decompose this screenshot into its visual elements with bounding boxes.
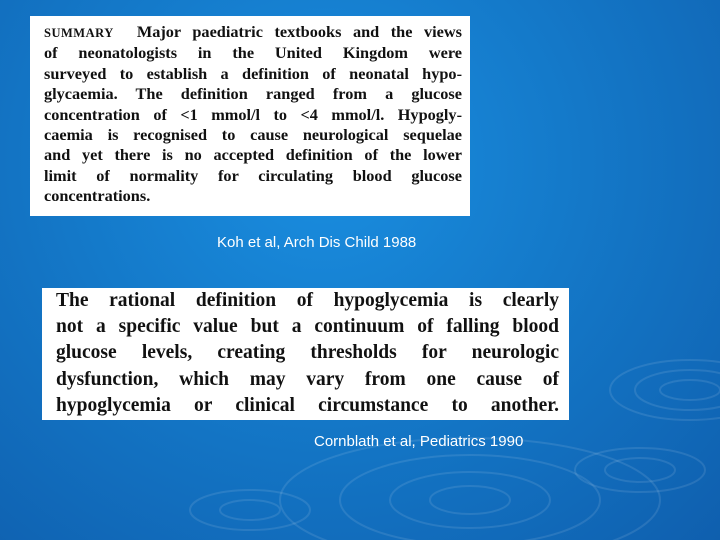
cornblath-quote-box (42, 288, 569, 420)
summary-text-line: and yet there is no accepted definition of the lower (44, 145, 462, 165)
summary-label: SUMMARY (44, 26, 114, 40)
cornblath-text-line: glucose levels, creating thresholds for neurologic (56, 342, 559, 364)
summary-text-line: concentration of <1 mmol/l to <4 mmol/l. Hypogly- (44, 104, 462, 124)
koh-citation: Koh et al, Arch Dis Child 1988 (217, 234, 417, 251)
summary-text-line: caemia is recognised to cause neurological sequelae (44, 125, 462, 145)
summary-quote-box (30, 16, 470, 216)
summary-text-line: glycaemia. The definition ranged from a glucose (44, 84, 462, 104)
summary-text-line: concentrations. (44, 186, 151, 206)
summary-text-line: Major paediatric textbooks and the views (136, 22, 462, 41)
cornblath-text-line: dysfunction, which may vary from one cause of (56, 368, 559, 390)
cornblath-text-line: not a specific value but a continuum of falling blood (56, 316, 559, 338)
summary-text-line: surveyed to establish a definition of neonatal hypo- (44, 63, 462, 83)
summary-first-line (44, 22, 462, 43)
summary-text-line: limit of normality for circulating blood glucose (44, 165, 462, 185)
cornblath-text-line: The rational definition of hypoglycemia is clearly (56, 290, 559, 311)
summary-text-line: of neonatologists in the United Kingdom were (44, 43, 462, 63)
cornblath-citation: Cornblath et al, Pediatrics 1990 (314, 433, 524, 450)
cornblath-text-line: hypoglycemia or clinical circumstance to another. (56, 394, 559, 416)
